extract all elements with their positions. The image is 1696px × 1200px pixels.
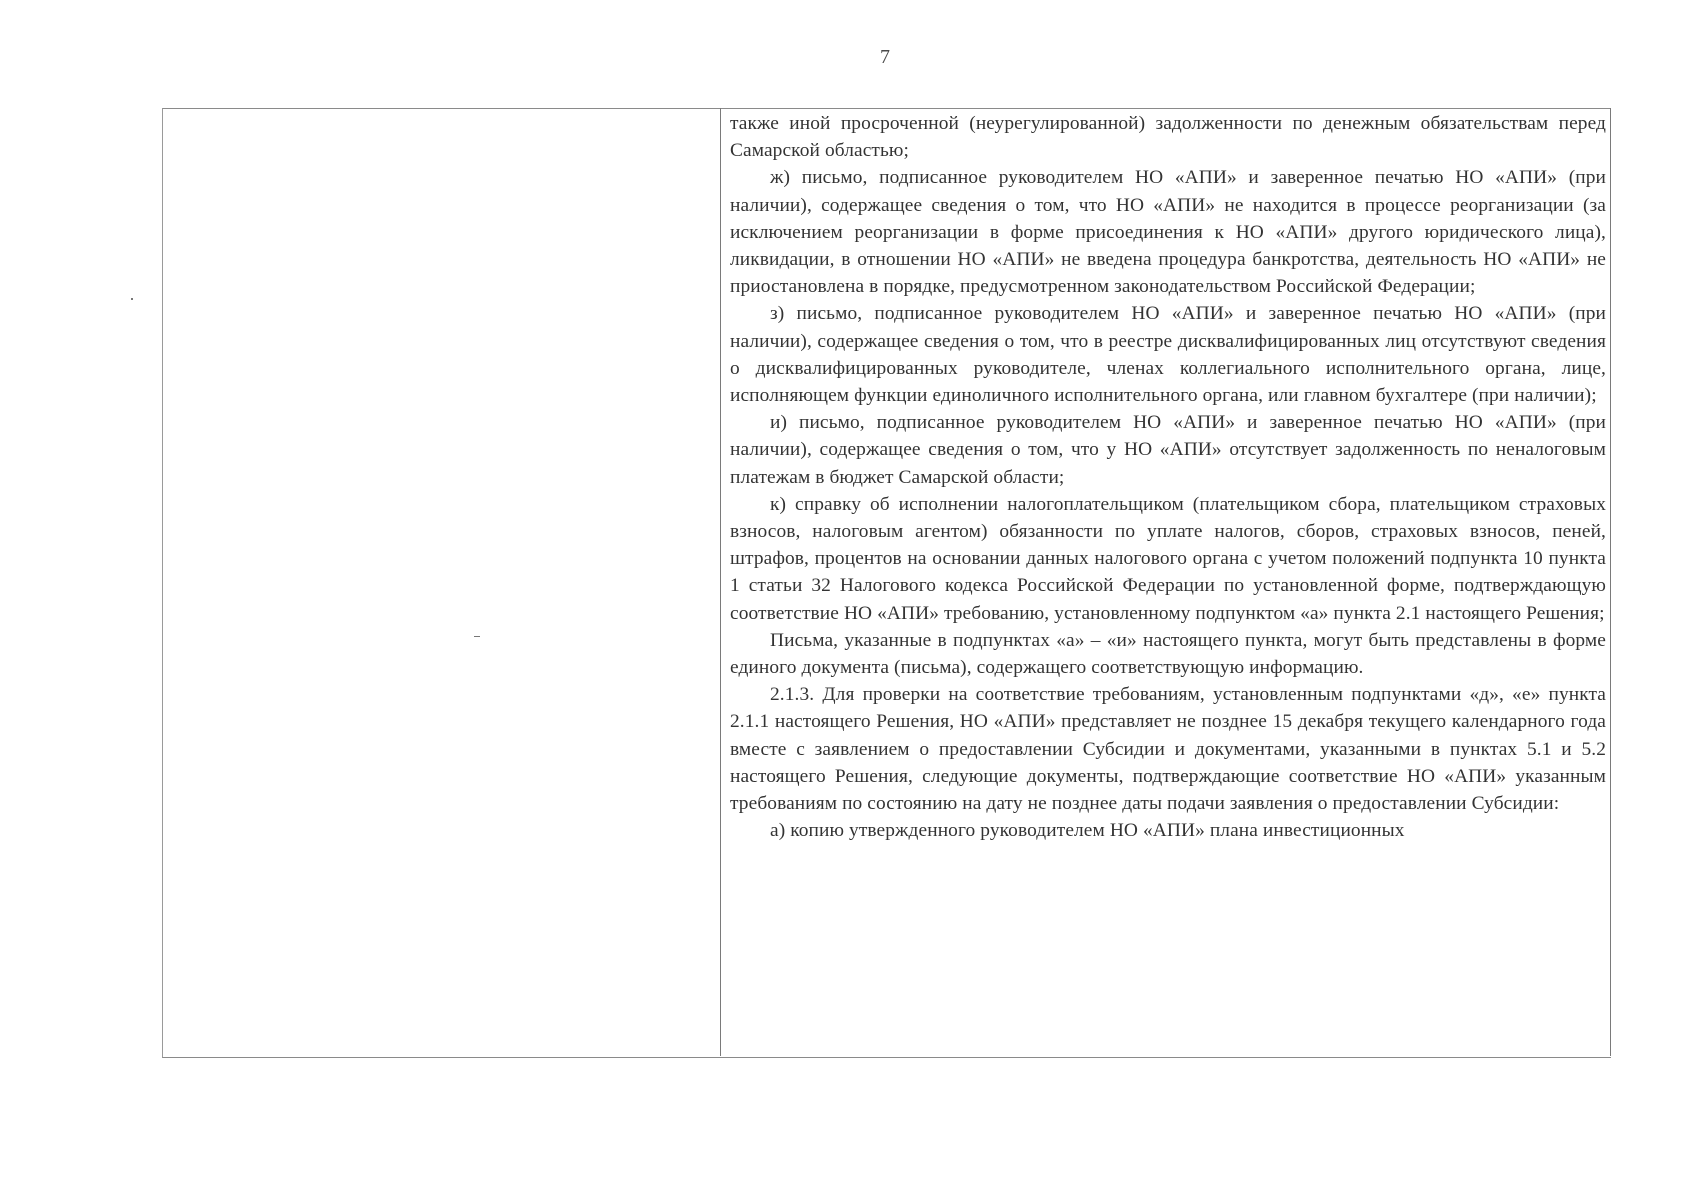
paragraph-letters-note: Письма, указанные в подпунктах «а» – «и» настоящего пункта, могут быть представлены в форме единого документа (письма), содержащего соответствующую информацию. [730,629,1606,679]
page-number: 7 [880,46,890,68]
frame-right-edge [1610,108,1611,1056]
paragraph-item-a: а) копию утвержденного руководителем НО «АПИ» плана инвестиционных [770,820,1405,842]
paragraph-item-i: и) письмо, подписанное руководителем НО «АПИ» и заверенное печатью НО «АПИ» (при наличии), содержащее сведения о том, что у НО «АПИ» отсутствует задолженность по неналоговым платежам в бюджет Самарской области; [730,412,1606,488]
document-text-column [730,110,1606,844]
scan-speck [474,636,480,637]
paragraph-item-k: к) справку об исполнении налогоплательщиком (плательщиком сбора, плательщиком страховых взносов, налоговым агентом) обязанности по уплате налогов, сборов, страховых взносов, пеней, штрафов, процентов на основании данных налогового органа с учетом положений подпункта 10 пункта 1 статьи 32 Налогового кодекса Российской Федерации по установленной форме, подтверждающую соответствие НО «АПИ» требованию, установленному подпунктом «а» пункта 2.1 настоящего Решения; [730,493,1606,624]
paragraph-item-zh: ж) письмо, подписанное руководителем НО «АПИ» и заверенное печатью НО «АПИ» (при наличии), содержащее сведения о том, что НО «АПИ» не находится в процессе реорганизации (за исключением реорганизации в форме присоединения к НО «АПИ» другого юридического лица), ликвидации, в отношении НО «АПИ» не введена процедура банкротства, деятельность НО «АПИ» не приостановлена в порядке, предусмотренном законодательством Российской Федерации; [730,167,1606,298]
paragraph-continuation: также иной просроченной (неурегулированной) задолженности по денежным обязательствам перед Самарской областью; [730,113,1606,162]
scan-speck [131,298,133,300]
paragraph-item-z: з) письмо, подписанное руководителем НО «АПИ» и заверенное печатью НО «АПИ» (при наличии), содержащее сведения о том, что в реестре дисквалифицированных лиц отсутствуют сведения о дисквалифицированных руководителе, членах коллегиального исполнительного органа, лице, исполняющем функции единоличного исполнительного органа, или главном бухгалтере (при наличии); [730,303,1606,407]
column-divider [720,108,721,1056]
paragraph-2-1-3: 2.1.3. Для проверки на соответствие требованиям, установленным подпунктами «д», «е» пункта 2.1.1 настоящего Решения, НО «АПИ» представляет не позднее 15 декабря текущего календарного года вместе с заявлением о предоставлении Субсидии и документами, указанными в пунктах 5.1 и 5.2 настоящего Решения, следующие документы, подтверждающие соответствие НО «АПИ» указанным требованиям по состоянию на дату не позднее даты подачи заявления о предоставлении Субсидии: [730,684,1606,815]
